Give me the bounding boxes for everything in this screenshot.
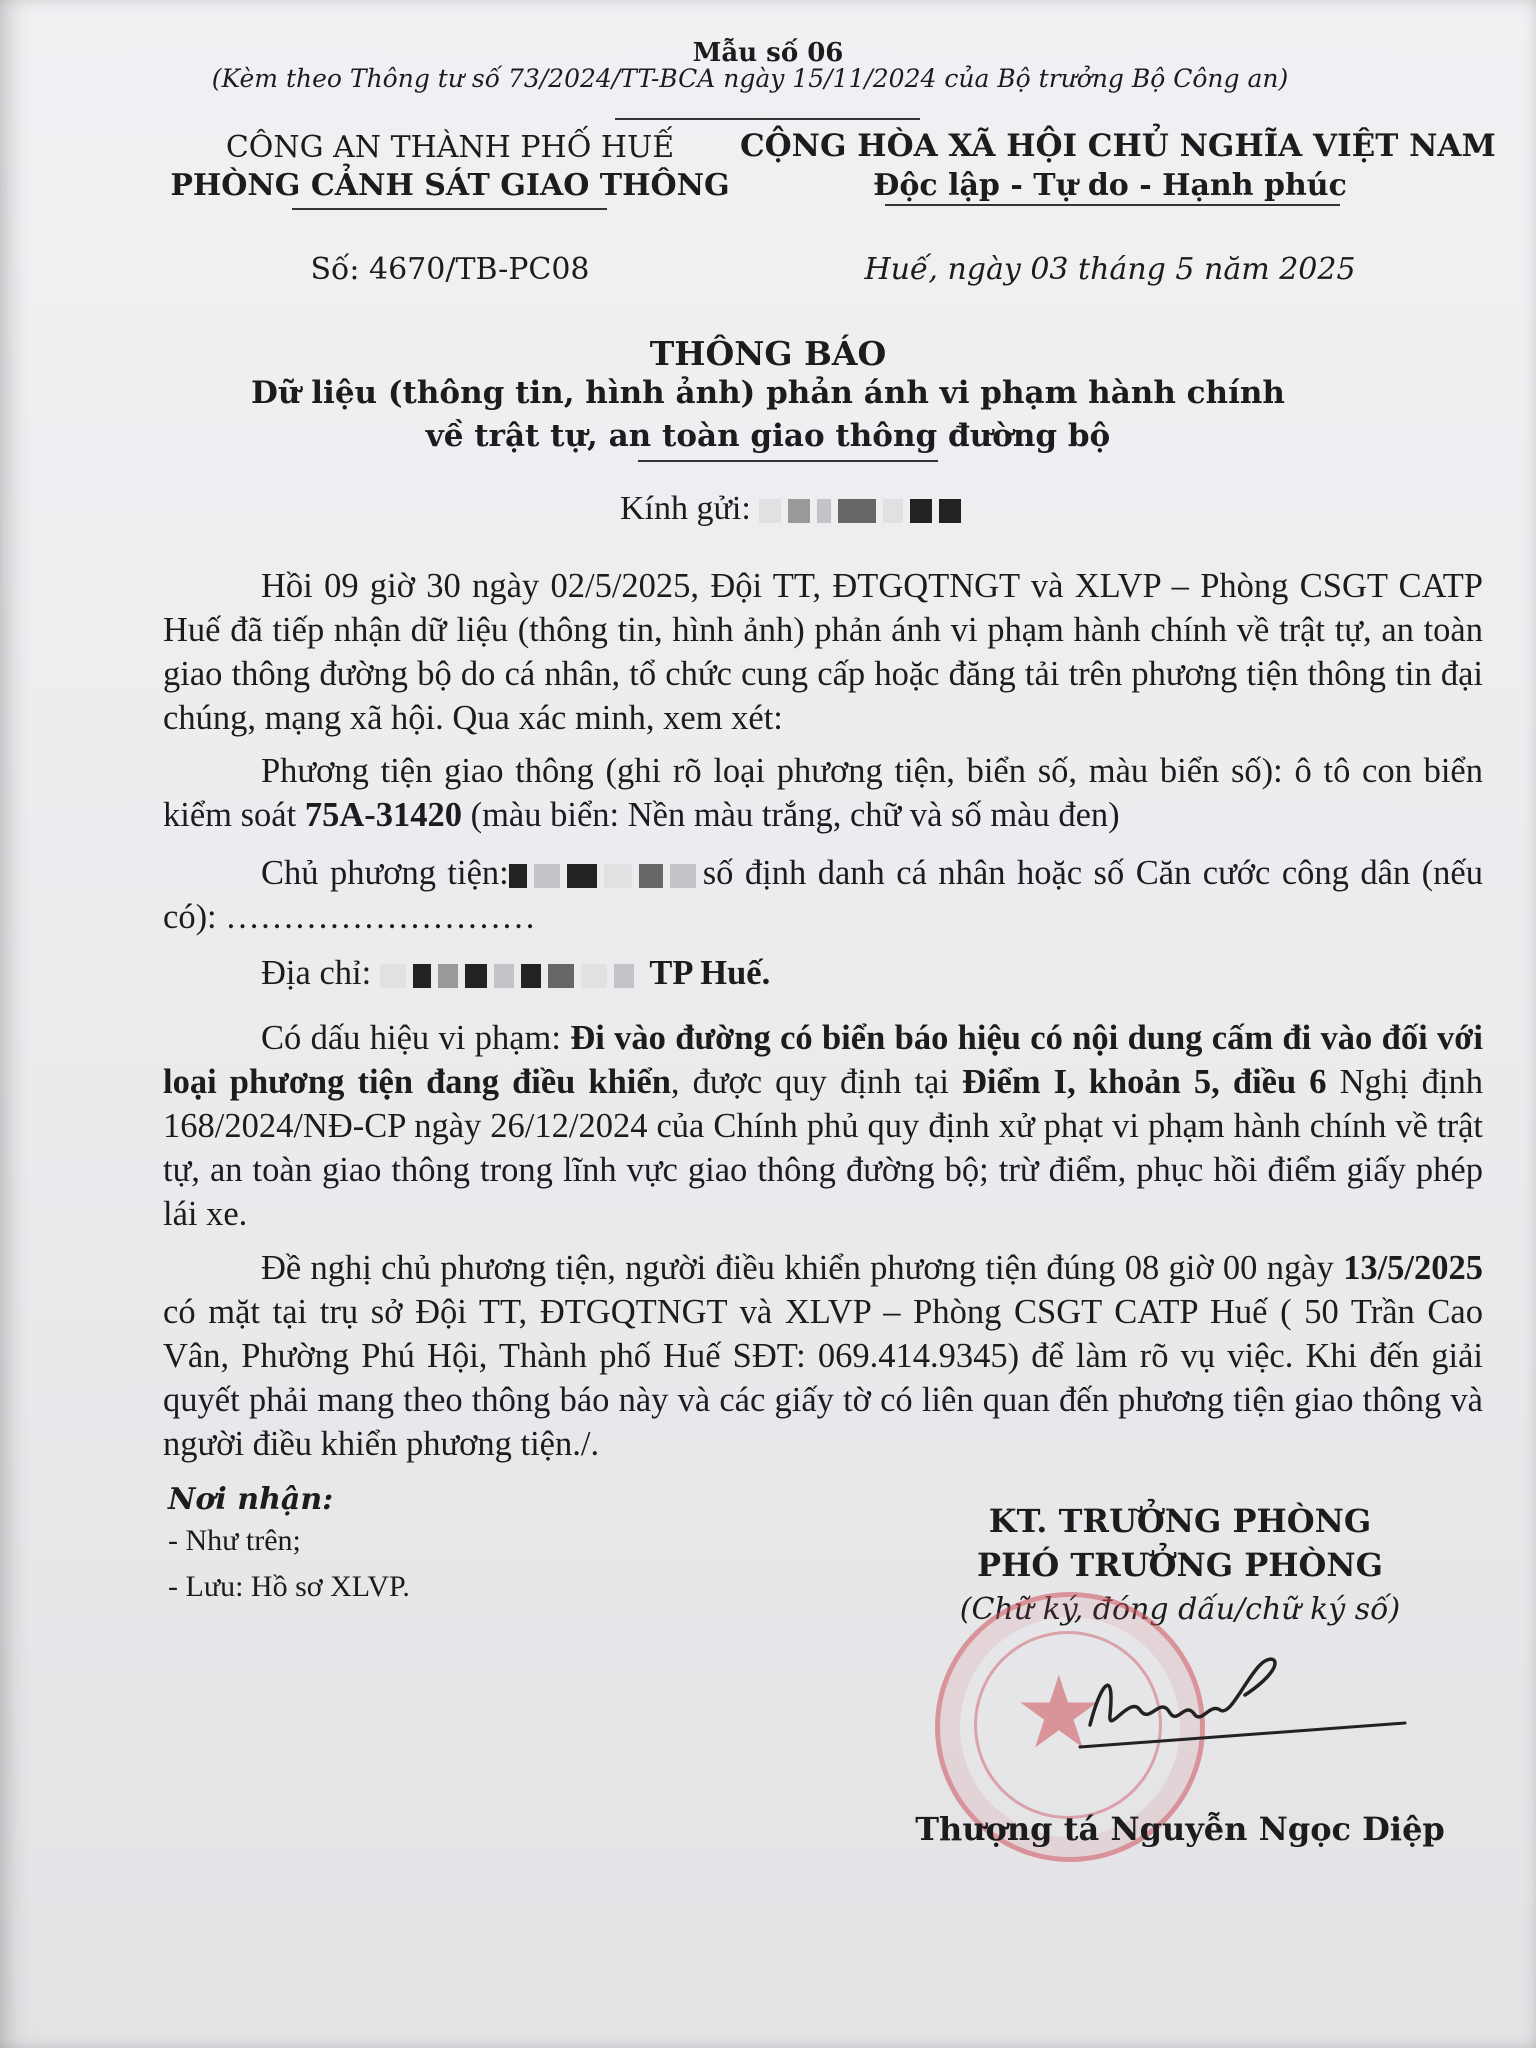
recipients-label: Nơi nhận:	[168, 1482, 334, 1517]
violation-description: Đi vào đường có biển báo hiệu có nội dung cấm đi vào đối với loại phương tiện đang điều khiển	[163, 1019, 1483, 1101]
redacted-block	[670, 864, 696, 888]
motto-underline	[885, 204, 1340, 206]
violation-label: Có dấu hiệu vi phạm:	[261, 1019, 571, 1057]
signature-title-1: KT. TRƯỞNG PHÒNG	[988, 1502, 1372, 1540]
redacted-block	[380, 964, 406, 988]
recipient-line	[620, 490, 968, 528]
national-motto: Độc lập - Tự do - Hạnh phúc	[873, 168, 1347, 203]
redacted-block	[639, 864, 663, 888]
title-subline-2: về trật tự, an toàn giao thông đường bộ	[425, 418, 1111, 454]
handwritten-signature	[1060, 1625, 1420, 1765]
form-divider	[615, 118, 920, 120]
paragraph-owner	[163, 851, 1483, 939]
redacted-block	[548, 964, 574, 988]
redacted-block	[534, 864, 560, 888]
violation-mid: , được quy định tại	[670, 1063, 963, 1101]
vehicle-text: Phương tiện giao thông (ghi rõ loại phương tiện, biển số, màu biển số): ô tô con biển kiểm soát	[163, 752, 1483, 834]
appointment-date: 13/5/2025	[1343, 1249, 1483, 1287]
redacted-block	[788, 499, 810, 523]
redacted-block	[465, 964, 487, 988]
redacted-block	[614, 964, 634, 988]
agency-name: CÔNG AN THÀNH PHỐ HUẾ	[225, 130, 675, 165]
violation-clause: Điểm I, khoản 5, điều 6	[962, 1063, 1327, 1101]
redacted-block	[759, 499, 781, 523]
address-city: TP Huế.	[649, 954, 771, 992]
redacted-block	[838, 499, 876, 523]
form-number: Mẫu số 06	[692, 38, 844, 68]
redacted-block	[509, 864, 527, 888]
redacted-block	[567, 864, 597, 888]
document-title: THÔNG BÁO	[649, 334, 887, 373]
title-subline-1: Dữ liệu (thông tin, hình ảnh) phản ánh vi phạm hành chính	[251, 375, 1285, 411]
country-name: CỘNG HÒA XÃ HỘI CHỦ NGHĨA VIỆT NAM	[740, 128, 1496, 164]
owner-label: Chủ phương tiện:	[261, 854, 509, 892]
recipient-label: Kính gửi:	[620, 490, 751, 527]
attached-note: (Kèm theo Thông tư số 73/2024/TT-BCA ngày 15/11/2024 của Bộ trưởng Bộ Công an)	[211, 64, 1289, 93]
paragraph-intro: Hồi 09 giờ 30 ngày 02/5/2025, Đội TT, ĐTGQTNGT và XLVP – Phòng CSGT CATP Huế đã tiếp nhận dữ liệu (thông tin, hình ảnh) phản ánh vi phạm hành chính về trật tự, an toàn giao thông đường bộ do cá nhân, tổ chức cung cấp hoặc đăng tải trên phương tiện thông tin đại chúng, mạng xã hội. Qua xác minh, xem xét:	[163, 567, 1483, 737]
redacted-block	[494, 964, 514, 988]
owner-id-text: số định danh cá nhân hoặc số Căn cước công dân (nếu có): ………………………	[163, 854, 1483, 936]
department-name: PHÒNG CẢNH SÁT GIAO THÔNG	[170, 168, 730, 203]
paragraph-violation	[163, 1016, 1483, 1236]
recipient-item: - Lưu: Hồ sơ XLVP.	[168, 1570, 410, 1603]
request-details: có mặt tại trụ sở Đội TT, ĐTGQTNGT và XLVP – Phòng CSGT CATP Huế ( 50 Trần Cao Vân, Phường Phú Hội, Thành phố Huế SĐT: 069.414.9345) để làm rõ vụ việc. Khi đến giải quyết phải mang theo thông báo này và các giấy tờ có liên quan đến phương tiện giao thông và người điều khiển phương tiện./.	[163, 1293, 1483, 1463]
signature-note: (Chữ ký, đóng dấu/chữ ký số)	[959, 1592, 1401, 1627]
paragraph-request	[163, 1246, 1483, 1466]
seal-star-icon: ★	[1014, 1654, 1104, 1771]
redacted-block	[883, 499, 903, 523]
redacted-block	[910, 499, 932, 523]
redacted-block	[581, 964, 607, 988]
document-number: Số: 4670/TB-PC08	[310, 252, 590, 287]
redacted-block	[604, 864, 632, 888]
license-plate: 75A-31420	[304, 796, 462, 834]
request-text: Đề nghị chủ phương tiện, người điều khiển phương tiện đúng 08 giờ 00 ngày	[261, 1249, 1344, 1287]
redacted-block	[939, 499, 961, 523]
paragraph-vehicle	[163, 749, 1483, 837]
paragraph-address	[163, 951, 1483, 995]
violation-decree: Nghị định 168/2024/NĐ-CP ngày 26/12/2024 của Chính phủ quy định xử phạt vi phạm hành chính về trật tự, an toàn giao thông trong lĩnh vực giao thông đường bộ; trừ điểm, phục hồi điểm giấy phép lái xe.	[163, 1063, 1484, 1233]
department-underline	[292, 208, 607, 210]
signer-name: Thượng tá Nguyễn Ngọc Diệp	[915, 1810, 1445, 1848]
date-place: Huế, ngày 03 tháng 5 năm 2025	[864, 252, 1356, 287]
signature-title-2: PHÓ TRƯỞNG PHÒNG	[977, 1546, 1383, 1584]
redacted-block	[438, 964, 458, 988]
redacted-block	[521, 964, 541, 988]
redacted-block	[817, 499, 831, 523]
plate-color-text: (màu biển: Nền màu trắng, chữ và số màu đen)	[461, 796, 1120, 834]
redacted-block	[413, 964, 431, 988]
recipient-item: - Như trên;	[168, 1524, 301, 1557]
address-label: Địa chỉ:	[261, 954, 372, 992]
title-underline	[638, 460, 938, 462]
